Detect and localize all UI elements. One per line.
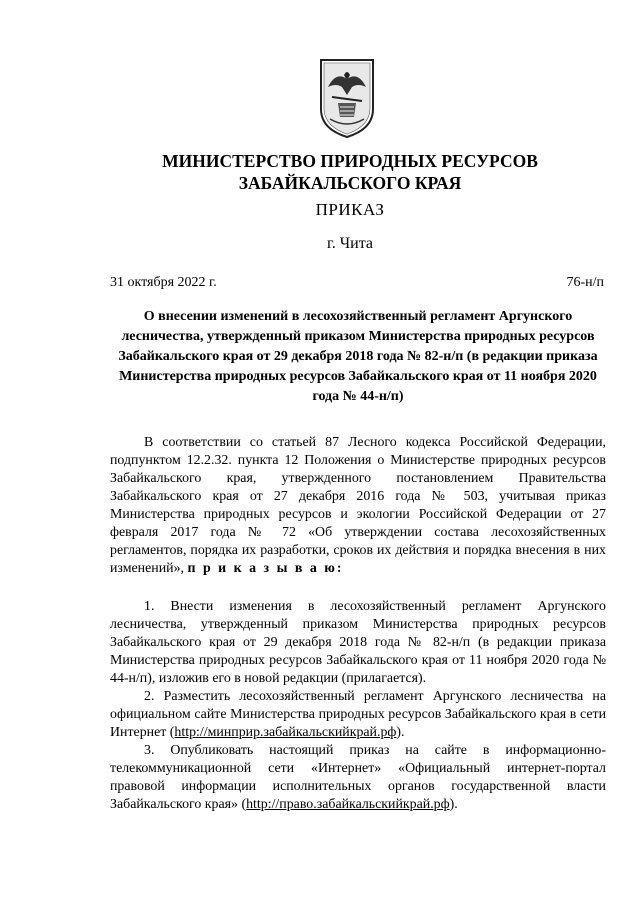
item-3: 3. Опубликовать настоящий приказ на сайте в информационно-телекоммуникационной сети «Интернет» «Официальный интернет-портал правовой информации исполнительных органов государственной власти Забайкальского края» (http://право.забайкальскийкрай.рф).: [110, 743, 606, 812]
coat-of-arms-icon: [318, 57, 376, 139]
order-title: ПРИКАЗ: [315, 200, 385, 219]
city: г. Чита: [326, 235, 373, 252]
preamble-text: В соответствии со статьей 87 Лесного кодекса Российской Федерации, подпунктом 12.2.32. пункта 12 Положения о Министерстве природных ресурсов Забайкальского края, утвержденного постановлением Правительства Забайкальского края от 27 декабря 2016 года № 503, учитывая приказ Министерства природных ресурсов и экологии Российской Федерации от 27 февраля 2017 года № 72 «Об утверждении состава лесохозяйственных регламентов, порядка их разработки, сроков их действия и порядка внесения в них изменений»,: [110, 435, 606, 576]
item-1: 1. Внести изменения в лесохозяйственный регламент Аргунского лесничества, утвержденный приказом Министерства природных ресурсов Забайкальского края от 29 декабря 2018 года № 82-н/п (в редакции приказа Министерства природных ресурсов Забайкальского края от 11 ноября 2020 года № 44-н/п), изложив его в новой редакции (прилагается).: [110, 599, 606, 686]
ministry-line-2: ЗАБАЙКАЛЬСКОГО КРАЯ: [238, 173, 462, 193]
order-date: 31 октября 2022 г.: [110, 275, 217, 290]
order-number: 76-н/п: [566, 275, 604, 290]
preamble: [110, 434, 606, 578]
ministry-name: [110, 150, 590, 194]
legal-portal-link[interactable]: http://право.забайкальскийкрай.рф: [246, 797, 450, 812]
order-items: [110, 598, 606, 814]
command-word: п р и к а з ы в а ю:: [187, 561, 344, 576]
ministry-line-1: МИНИСТЕРСТВО ПРИРОДНЫХ РЕСУРСОВ: [162, 151, 538, 171]
order-subject: О внесении изменений в лесохозяйственный регламент Аргунского лесничества, утвержденный приказом Министерства природных ресурсов Забайкальского края от 29 декабря 2018 года № 82-н/п (в редакции приказа Министерства природных ресурсов Забайкальского края от 11 ноября 2020 года № 44-н/п): [118, 309, 598, 404]
ministry-site-link[interactable]: http://минприр.забайкальскийкрай.рф: [174, 725, 397, 740]
item-2: 2. Разместить лесохозяйственный регламент Аргунского лесничества на официальном сайте Министерства природных ресурсов Забайкальского края в сети Интернет (http://минприр.забайкальскийкрай.рф).: [110, 689, 606, 740]
